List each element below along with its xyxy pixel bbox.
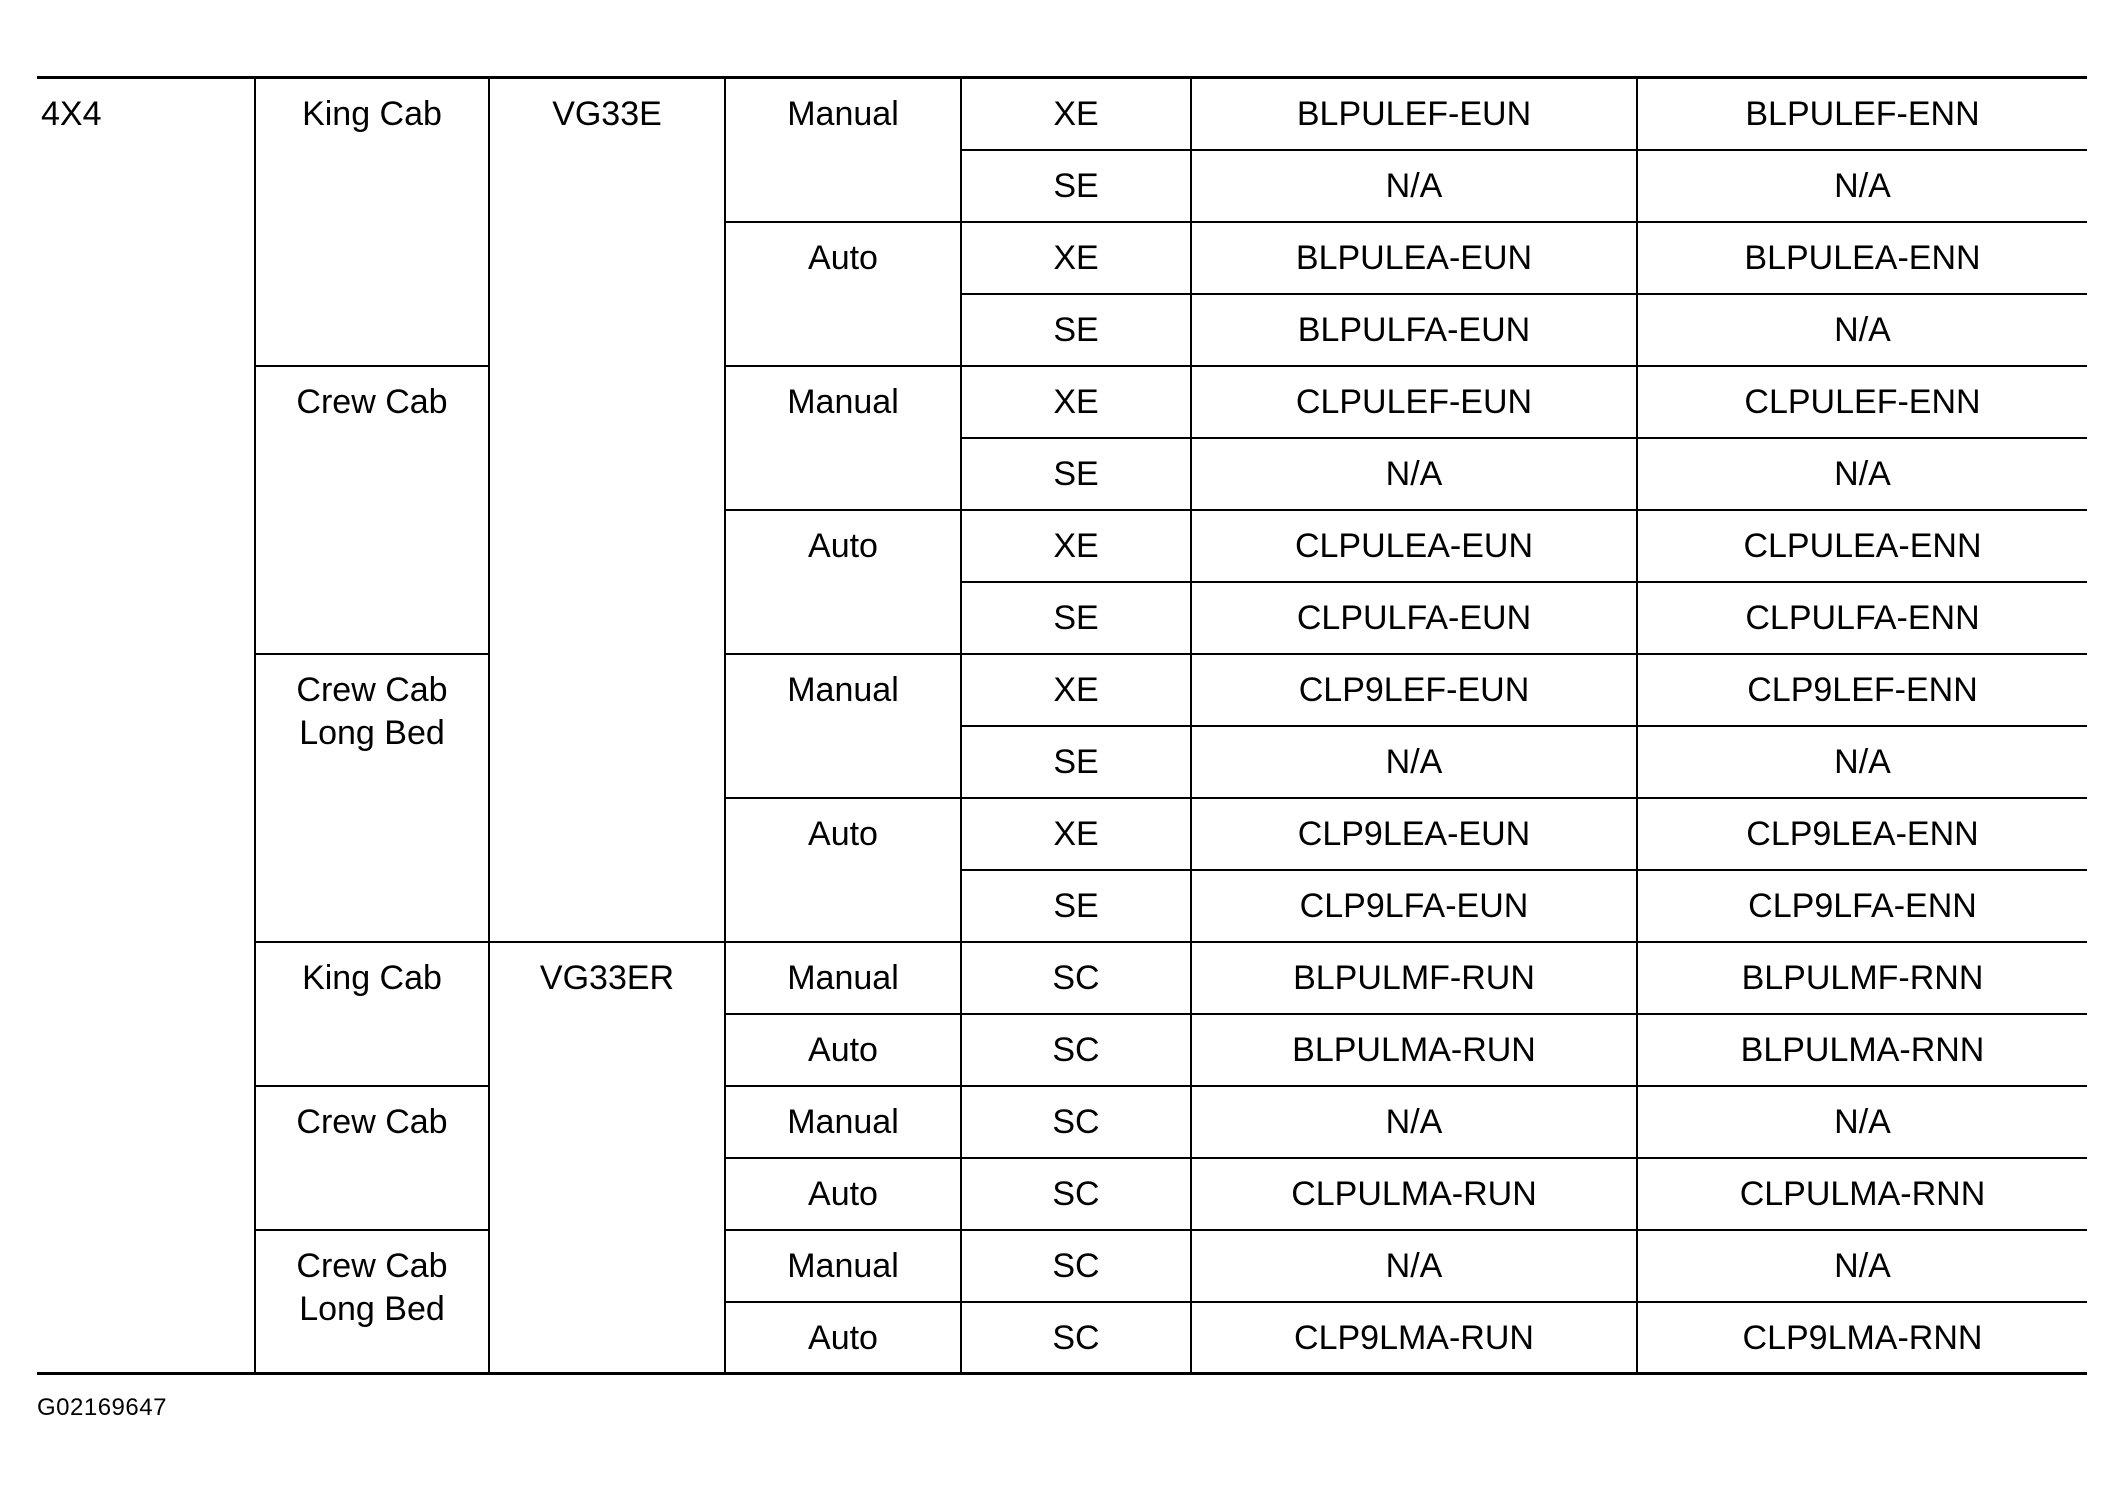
- table-row: [37, 654, 2087, 726]
- transmission-cell: Manual: [725, 942, 961, 1014]
- trim-cell: SE: [961, 438, 1191, 510]
- transmission-cell: Auto: [725, 1014, 961, 1086]
- model-code-cell: CLPULEA-EUN: [1191, 510, 1637, 582]
- table-row: [37, 78, 2087, 150]
- trim-cell: SC: [961, 1158, 1191, 1230]
- model-code-cell: BLPULMF-RNN: [1637, 942, 2087, 1014]
- transmission-cell: Auto: [725, 222, 961, 366]
- model-code-table: [37, 76, 2087, 1375]
- engine-cell: VG33ER: [489, 942, 725, 1374]
- model-code-cell: BLPULEF-EUN: [1191, 78, 1637, 150]
- model-code-cell: CLP9LMA-RNN: [1637, 1302, 2087, 1374]
- table-row: [37, 1086, 2087, 1158]
- cab-label-line: Crew Cab: [296, 1102, 448, 1141]
- trim-cell: XE: [961, 510, 1191, 582]
- model-code-cell: N/A: [1637, 150, 2087, 222]
- model-code-cell: CLP9LEA-ENN: [1637, 798, 2087, 870]
- trim-cell: XE: [961, 654, 1191, 726]
- model-code-cell: CLPULFA-EUN: [1191, 582, 1637, 654]
- model-code-cell: BLPULMA-RUN: [1191, 1014, 1637, 1086]
- trim-cell: XE: [961, 366, 1191, 438]
- model-code-cell: CLPULMA-RNN: [1637, 1158, 2087, 1230]
- trim-cell: SC: [961, 1086, 1191, 1158]
- trim-cell: XE: [961, 78, 1191, 150]
- cab-label-line: Long Bed: [299, 713, 445, 752]
- model-code-cell: N/A: [1637, 726, 2087, 798]
- transmission-cell: Manual: [725, 366, 961, 510]
- drive-cell: 4X4: [37, 78, 255, 1374]
- transmission-cell: Manual: [725, 1230, 961, 1302]
- model-code-cell: BLPULEA-ENN: [1637, 222, 2087, 294]
- cab-cell: [255, 366, 489, 654]
- model-code-cell: CLPULEA-ENN: [1637, 510, 2087, 582]
- model-code-cell: CLPULFA-ENN: [1637, 582, 2087, 654]
- model-code-cell: CLP9LEA-EUN: [1191, 798, 1637, 870]
- cab-cell: [255, 1230, 489, 1374]
- model-code-cell: CLP9LFA-ENN: [1637, 870, 2087, 942]
- model-code-cell: BLPULMA-RNN: [1637, 1014, 2087, 1086]
- trim-cell: SC: [961, 1230, 1191, 1302]
- model-code-cell: CLP9LMA-RUN: [1191, 1302, 1637, 1374]
- cab-label-line: Crew Cab: [296, 670, 448, 709]
- cab-cell: [255, 1086, 489, 1230]
- transmission-cell: Auto: [725, 798, 961, 942]
- model-code-cell: BLPULMF-RUN: [1191, 942, 1637, 1014]
- model-code-cell: CLP9LFA-EUN: [1191, 870, 1637, 942]
- model-code-cell: N/A: [1191, 150, 1637, 222]
- figure-id: G02169647: [37, 1394, 167, 1421]
- cab-label-line: Long Bed: [299, 1289, 445, 1328]
- engine-cell: VG33E: [489, 78, 725, 942]
- transmission-cell: Manual: [725, 1086, 961, 1158]
- model-code-cell: N/A: [1191, 438, 1637, 510]
- model-code-cell: CLPULMA-RUN: [1191, 1158, 1637, 1230]
- cab-cell: [255, 942, 489, 1086]
- model-code-cell: N/A: [1191, 726, 1637, 798]
- model-code-cell: CLPULEF-EUN: [1191, 366, 1637, 438]
- cab-label-line: King Cab: [302, 95, 442, 133]
- cab-label-line: Crew Cab: [296, 1246, 448, 1285]
- model-code-cell: N/A: [1637, 1230, 2087, 1302]
- trim-cell: SE: [961, 294, 1191, 366]
- transmission-cell: Auto: [725, 1302, 961, 1374]
- trim-cell: XE: [961, 798, 1191, 870]
- table-row: [37, 1230, 2087, 1302]
- trim-cell: SE: [961, 726, 1191, 798]
- model-code-cell: CLPULEF-ENN: [1637, 366, 2087, 438]
- trim-cell: XE: [961, 222, 1191, 294]
- transmission-cell: Auto: [725, 1158, 961, 1230]
- model-code-cell: BLPULFA-EUN: [1191, 294, 1637, 366]
- trim-cell: SC: [961, 1302, 1191, 1374]
- cab-cell: [255, 78, 489, 366]
- transmission-cell: Manual: [725, 654, 961, 798]
- model-code-cell: N/A: [1637, 438, 2087, 510]
- trim-cell: SE: [961, 870, 1191, 942]
- trim-cell: SC: [961, 1014, 1191, 1086]
- trim-cell: SE: [961, 582, 1191, 654]
- transmission-cell: Manual: [725, 78, 961, 222]
- trim-cell: SE: [961, 150, 1191, 222]
- model-code-cell: CLP9LEF-EUN: [1191, 654, 1637, 726]
- model-code-cell: BLPULEA-EUN: [1191, 222, 1637, 294]
- model-code-cell: N/A: [1191, 1230, 1637, 1302]
- transmission-cell: Auto: [725, 510, 961, 654]
- model-code-cell: CLP9LEF-ENN: [1637, 654, 2087, 726]
- cab-cell: [255, 654, 489, 942]
- table-row: [37, 366, 2087, 438]
- model-code-cell: N/A: [1191, 1086, 1637, 1158]
- cab-label-line: Crew Cab: [296, 382, 448, 421]
- cab-label-line: King Cab: [302, 958, 442, 997]
- model-code-cell: N/A: [1637, 294, 2087, 366]
- model-code-cell: BLPULEF-ENN: [1637, 78, 2087, 150]
- trim-cell: SC: [961, 942, 1191, 1014]
- model-code-cell: N/A: [1637, 1086, 2087, 1158]
- table-row: [37, 942, 2087, 1014]
- table-body: [37, 78, 2087, 1374]
